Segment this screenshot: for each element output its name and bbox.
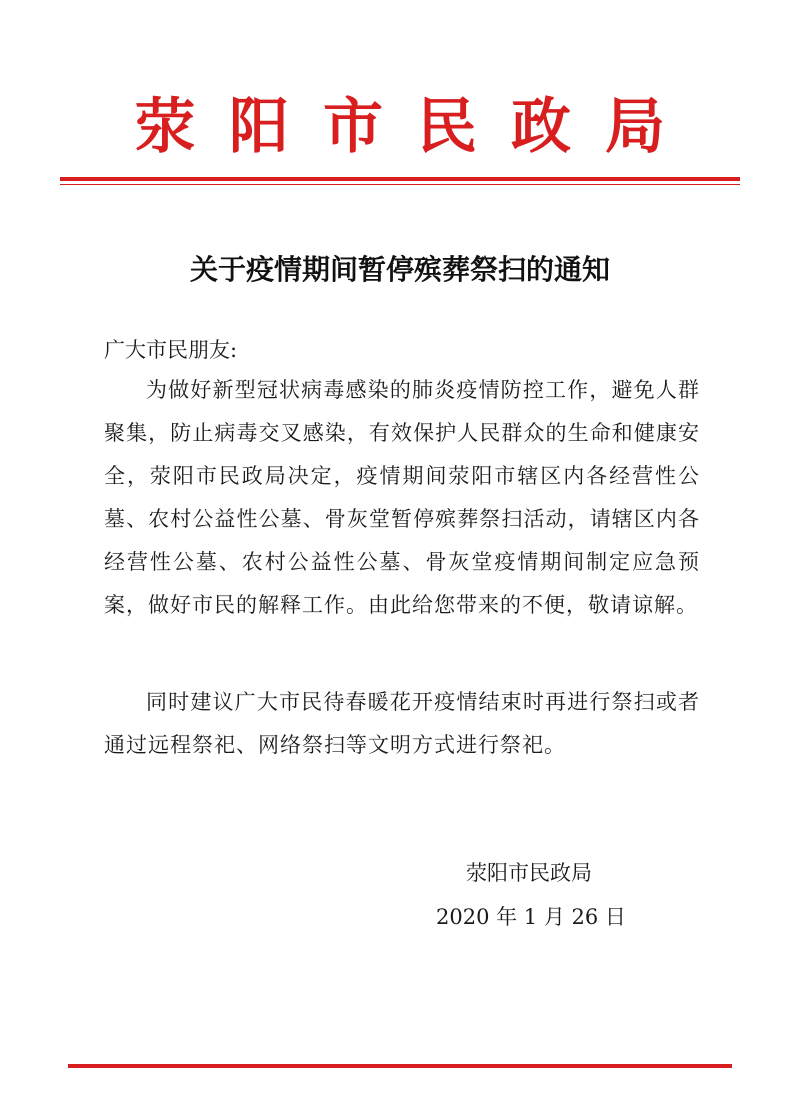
header-red-rule-thin xyxy=(60,184,740,185)
body-paragraph-2: 同时建议广大市民待春暖花开疫情结束时再进行祭扫或者通过远程祭祀、网络祭扫等文明方式进行祭祀。 xyxy=(104,690,700,757)
issuing-organization-header: 荥阳市民政局 xyxy=(135,92,699,162)
footer-red-rule xyxy=(68,1064,732,1068)
body-paragraph-1: 为做好新型冠状病毒感染的肺炎疫情防控工作，避免人群聚集，防止病毒交叉感染，有效保护人民群众的生命和健康安全，荥阳市民政局决定，疫情期间荥阳市辖区内各经营性公墓、农村公益性公墓、骨灰堂暂停殡葬祭扫活动，请辖区内各经营性公墓、农村公益性公墓、骨灰堂疫情期间制定应急预案，做好市民的解释工作。由此给您带来的不便，敬请谅解。 xyxy=(104,378,700,617)
signature-date: 2020 年 1 月 26 日 xyxy=(436,905,626,929)
signature-organization: 荥阳市民政局 xyxy=(466,861,592,885)
document-title: 关于疫情期间暂停殡葬祭扫的通知 xyxy=(189,253,610,286)
salutation: 广大市民朋友: xyxy=(104,338,238,362)
header-red-rule xyxy=(60,177,740,181)
